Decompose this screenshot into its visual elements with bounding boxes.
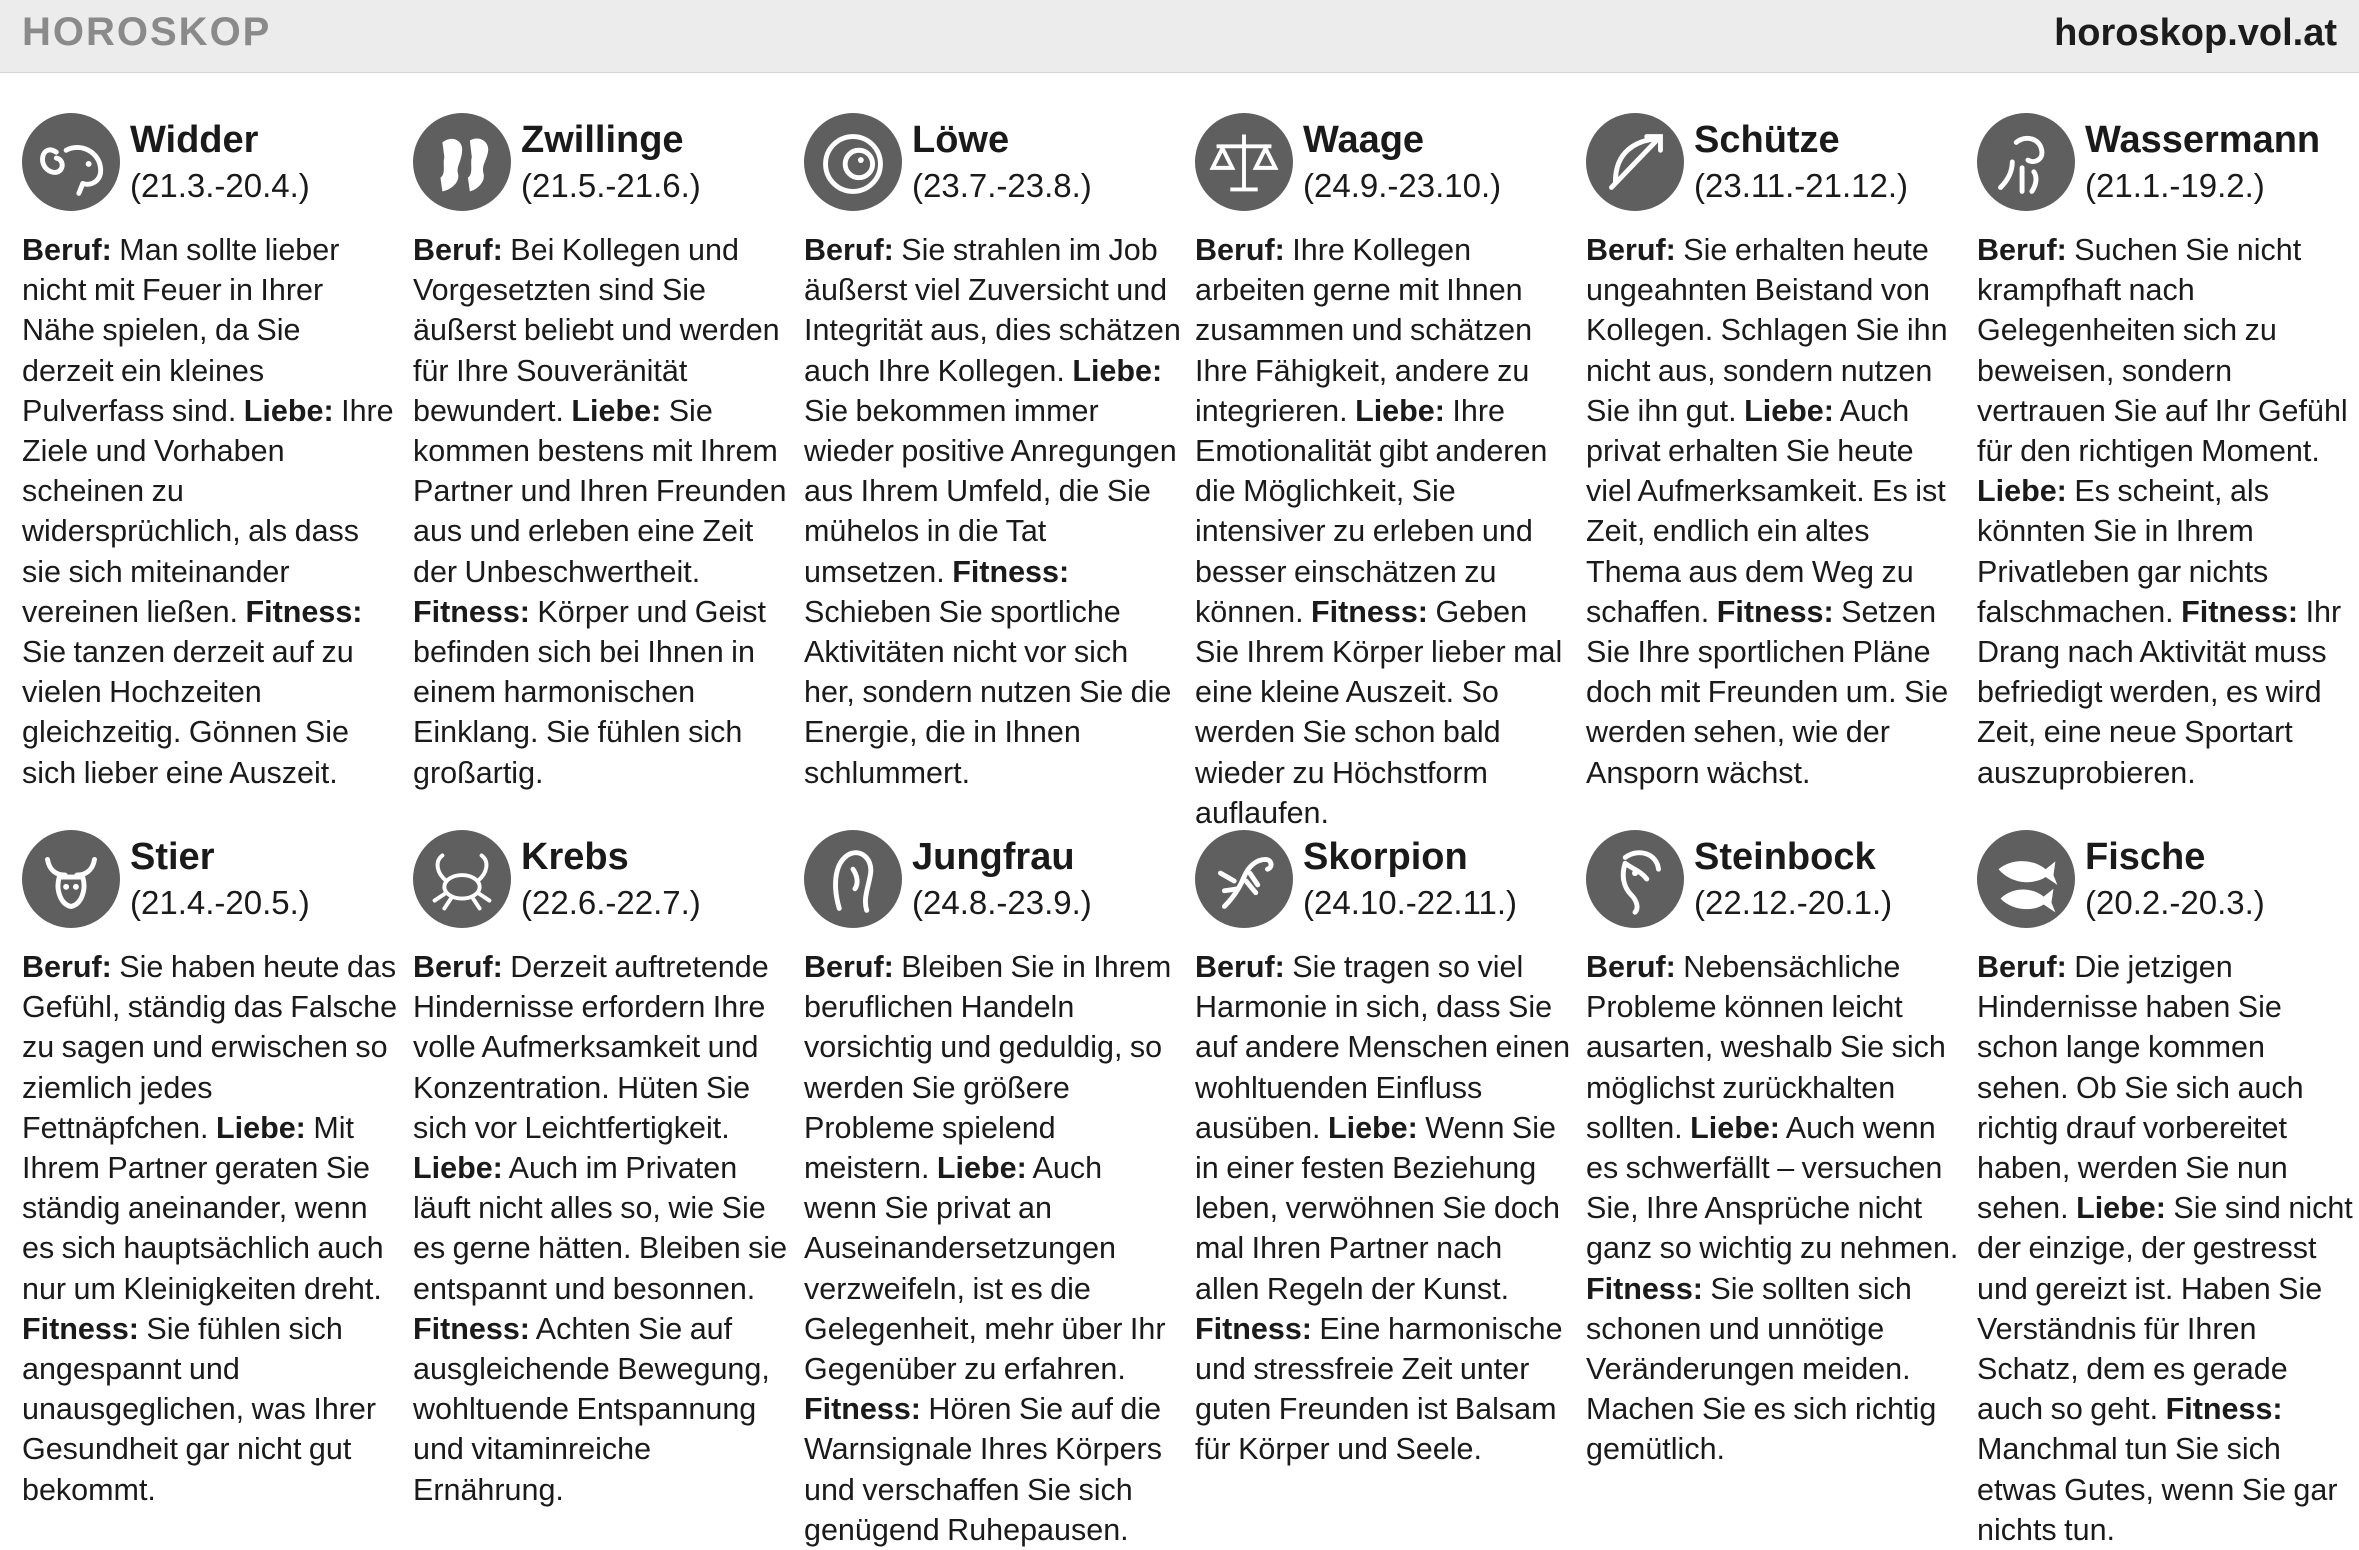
sign-widder [22, 105, 399, 822]
liebe-text: Ihre Emotionalität gibt anderen die Möglichkeit, Sie intensiver zu erleben und besser einschätzen zu können. [1195, 393, 1548, 629]
sign-dates: (21.3.-20.4.) [130, 167, 310, 204]
horoscope-grid [22, 105, 2353, 1547]
sign-name: Waage [1303, 119, 1425, 161]
label-beruf: Beruf: [1977, 233, 2067, 267]
sign-dates: (24.9.-23.10.) [1303, 167, 1502, 204]
sign-dates: (21.4.-20.5.) [130, 884, 310, 921]
label-fitness: Fitness: [2165, 1392, 2283, 1427]
sign-header [22, 105, 399, 220]
sign-header [1586, 105, 1963, 220]
sign-wassermann [1977, 105, 2354, 822]
label-beruf: Beruf: [804, 233, 894, 267]
label-liebe: Liebe: [2076, 1191, 2166, 1226]
beruf-text: Nebensächliche Probleme können leicht ausarten, weshalb Sie sich möglichst zurückhalten sollten. [1586, 950, 1946, 1145]
liebe-text: Es scheint, als könnten Sie in Ihrem Privatleben gar nichts falschmachen. [1977, 474, 2269, 629]
beruf-text: Man sollte lieber nicht mit Feuer in Ihrer Nähe spielen, da Sie derzeit ein kleines Pulverfass sind. [22, 233, 340, 428]
sign-name: Krebs [521, 836, 629, 878]
sign-text [1586, 230, 1963, 793]
sign-dates: (22.6.-22.7.) [521, 884, 701, 921]
sign-krebs [413, 822, 790, 1537]
label-beruf: Beruf: [1586, 950, 1676, 984]
label-liebe: Liebe: [216, 1110, 306, 1145]
liebe-text: Sie kommen bestens mit Ihrem Partner und Ihren Freunden aus und erleben eine Zeit der Unbeschwertheit. [413, 393, 787, 589]
sign-dates: (23.11.-21.12.) [1694, 167, 1909, 204]
liebe-text: Sie sind nicht der einzige, der gestresst und gereizt ist. Haben Sie Verständnis für Ihren Schatz, dem es gerade auch so geht. [1977, 1191, 2353, 1427]
sign-name: Fische [2085, 836, 2206, 878]
label-beruf: Beruf: [413, 233, 503, 267]
sign-text [413, 947, 790, 1510]
sign-dates: (24.10.-22.11.) [1303, 884, 1518, 921]
sign-text [804, 230, 1181, 793]
bull-icon [22, 830, 120, 928]
sign-name: Skorpion [1303, 836, 1468, 878]
fitness-text: Geben Sie Ihrem Körper lieber mal eine kleine Auszeit. So werden Sie schon bald wieder zu Höchstform auflaufen. [1195, 594, 1563, 830]
label-fitness: Fitness: [22, 1311, 139, 1346]
sign-dates: (21.5.-21.6.) [521, 167, 701, 204]
fitness-text: Sie sollten sich schonen und unnötige Veränderungen meiden. Machen Sie es sich richtig gemütlich. [1586, 1271, 1937, 1467]
goat-icon [1586, 830, 1684, 928]
fitness-text: Eine harmonische und stressfreie Zeit unter guten Freunden ist Balsam für Körper und Seele. [1195, 1311, 1563, 1467]
ram-icon [22, 113, 120, 211]
crab-icon [413, 830, 511, 928]
fitness-text: Achten Sie auf ausgleichende Bewegung, wohltuende Entspannung und vitaminreiche Ernährung. [413, 1311, 770, 1507]
label-liebe: Liebe: [1744, 393, 1834, 428]
label-liebe: Liebe: [243, 393, 334, 428]
beruf-text: Sie tragen so viel Harmonie in sich, dass Sie auf andere Menschen einen wohltuenden Einfluss ausüben. [1195, 950, 1571, 1145]
sign-header [413, 822, 790, 937]
sign-header [1977, 105, 2354, 220]
label-beruf: Beruf: [1586, 233, 1676, 267]
beruf-text: Bei Kollegen und Vorgesetzten sind Sie äußerst beliebt und werden für Ihre Souveränität bewundert. [413, 233, 780, 428]
sign-name: Stier [130, 836, 215, 878]
fitness-text: Schieben Sie sportliche Aktivitäten nicht vor sich her, sondern nutzen Sie die Energie, die in Ihnen schlummert. [804, 594, 1172, 790]
liebe-text: Ihre Ziele und Vorhaben scheinen zu widersprüchlich, als dass sie sich miteinander vereinen ließen. [22, 393, 394, 629]
fitness-text: Hören Sie auf die Warnsignale Ihres Körpers und verschaffen Sie sich genügend Ruhepausen. [804, 1392, 1162, 1547]
beruf-text: Ihre Kollegen arbeiten gerne mit Ihnen zusammen und schätzen Ihre Fähigkeit, andere zu integrieren. [1195, 233, 1533, 428]
sign-schuetze [1586, 105, 1963, 822]
sign-fische [1977, 822, 2354, 1547]
sign-text [413, 230, 790, 793]
label-liebe: Liebe: [1977, 474, 2067, 509]
sign-header [1586, 822, 1963, 937]
page-header [0, 0, 2359, 73]
label-fitness: Fitness: [413, 594, 530, 629]
fitness-text: Sie fühlen sich angespannt und unausgeglichen, was Ihrer Gesundheit gar nicht gut bekommt. [22, 1311, 377, 1507]
sign-jungfrau [804, 822, 1181, 1547]
sign-header [1977, 822, 2354, 937]
sign-text [1977, 947, 2354, 1550]
sign-header [804, 105, 1181, 220]
sign-header [1195, 822, 1572, 937]
sign-header [804, 822, 1181, 937]
label-fitness: Fitness: [1195, 1311, 1312, 1346]
label-fitness: Fitness: [245, 594, 363, 629]
sign-waage [1195, 105, 1572, 830]
liebe-text: Wenn Sie in einer festen Beziehung leben, verwöhnen Sie doch mal Ihren Partner nach allen Regeln der Kunst. [1195, 1110, 1560, 1306]
sign-dates: (22.12.-20.1.) [1694, 884, 1893, 921]
sign-dates: (20.2.-20.3.) [2085, 884, 2265, 921]
label-fitness: Fitness: [2181, 594, 2299, 629]
liebe-text: Sie bekommen immer wieder positive Anregungen aus Ihrem Umfeld, die Sie mühelos in die Tat umsetzen. [804, 393, 1177, 589]
twins-icon [413, 113, 511, 211]
sign-header [413, 105, 790, 220]
sign-dates: (21.1.-19.2.) [2085, 167, 2265, 204]
label-fitness: Fitness: [1716, 594, 1834, 629]
sign-name: Jungfrau [912, 836, 1075, 878]
sign-name: Steinbock [1694, 836, 1876, 878]
label-liebe: Liebe: [413, 1151, 503, 1186]
sign-loewe [804, 105, 1181, 822]
sign-dates: (23.7.-23.8.) [912, 167, 1092, 204]
beruf-text: Sie erhalten heute ungeahnten Beistand von Kollegen. Schlagen Sie ihn nicht aus, sondern nutzen Sie ihn gut. [1586, 233, 1948, 428]
liebe-text: Auch privat erhalten Sie heute viel Aufmerksamkeit. Es ist Zeit, endlich ein altes Thema aus dem Weg zu schaffen. [1586, 393, 1946, 629]
label-fitness: Fitness: [952, 554, 1070, 589]
sign-name: Löwe [912, 119, 1010, 161]
beruf-text: Sie strahlen im Job äußerst viel Zuversicht und Integrität aus, dies schätzen auch Ihre Kollegen. [804, 233, 1181, 388]
fitness-text: Ihr Drang nach Aktivität muss befriedigt werden, es wird Zeit, eine neue Sportart auszuprobieren. [1977, 594, 2342, 790]
label-fitness: Fitness: [413, 1311, 530, 1346]
sign-name: Widder [130, 119, 259, 161]
sign-text [22, 947, 399, 1510]
scales-icon [1195, 113, 1293, 211]
water-bearer-icon [1977, 113, 2075, 211]
fitness-text: Setzen Sie Ihre sportlichen Pläne doch mit Freunden um. Sie werden sehen, wie der Ansporn wächst. [1586, 594, 1949, 790]
sign-name: Wassermann [2085, 119, 2321, 161]
label-fitness: Fitness: [1586, 1271, 1703, 1306]
label-beruf: Beruf: [1195, 233, 1285, 267]
label-liebe: Liebe: [571, 393, 662, 428]
label-fitness: Fitness: [804, 1392, 921, 1427]
label-liebe: Liebe: [1072, 353, 1163, 388]
fitness-text: Körper und Geist befinden sich bei Ihnen in einem harmonischen Einklang. Sie fühlen sich großartig. [413, 594, 766, 790]
fitness-text: Manchmal tun Sie sich etwas Gutes, wenn Sie gar nichts tun. [1977, 1432, 2338, 1547]
sign-text [22, 230, 399, 793]
sign-text [1977, 230, 2354, 793]
label-beruf: Beruf: [804, 950, 894, 984]
sign-steinbock [1586, 822, 1963, 1537]
label-liebe: Liebe: [936, 1151, 1027, 1186]
lion-icon [804, 113, 902, 211]
label-liebe: Liebe: [1327, 1110, 1418, 1145]
section-title: HOROSKOP [22, 10, 272, 54]
beruf-text: Sie haben heute das Gefühl, ständig das Falsche zu sagen und erwischen so ziemlich jedes Fettnäpfchen. [22, 950, 398, 1145]
label-beruf: Beruf: [413, 950, 503, 984]
label-liebe: Liebe: [1690, 1110, 1780, 1145]
archer-icon [1586, 113, 1684, 211]
sign-text [804, 947, 1181, 1550]
sign-zwillinge [413, 105, 790, 822]
sign-text [1195, 947, 1572, 1470]
label-beruf: Beruf: [1977, 950, 2067, 984]
sign-header [1195, 105, 1572, 220]
liebe-text: Auch wenn Sie privat an Auseinandersetzungen verzweifeln, ist es die Gelegenheit, mehr über Ihr Gegenüber zu erfahren. [804, 1151, 1166, 1387]
liebe-text: Auch im Privaten läuft nicht alles so, wie Sie es gerne hätten. Bleiben sie entspannt und besonnen. [413, 1151, 788, 1306]
label-beruf: Beruf: [1195, 950, 1285, 984]
fitness-text: Sie tanzen derzeit auf zu vielen Hochzeiten gleichzeitig. Gönnen Sie sich lieber eine Auszeit. [22, 635, 354, 790]
beruf-text: Derzeit auftretende Hindernisse erfordern Ihre volle Aufmerksamkeit und Konzentration. Hüten Sie sich vor Leichtfertigkeit. [413, 950, 769, 1145]
scorpion-icon [1195, 830, 1293, 928]
beruf-text: Suchen Sie nicht krampfhaft nach Gelegenheiten sich zu beweisen, sondern vertrauen Sie auf Ihr Gefühl für den richtigen Moment. [1977, 233, 2348, 469]
sign-dates: (24.8.-23.9.) [912, 884, 1092, 921]
sign-text [1195, 230, 1572, 833]
sign-name: Schütze [1694, 119, 1840, 161]
sign-stier [22, 822, 399, 1537]
liebe-text: Auch wenn es schwerfällt – versuchen Sie, Ihre Ansprüche nicht ganz so wichtig zu nehmen. [1586, 1110, 1959, 1266]
sign-skorpion [1195, 822, 1572, 1537]
label-fitness: Fitness: [1311, 594, 1428, 629]
sign-name: Zwillinge [521, 119, 684, 161]
label-beruf: Beruf: [22, 950, 112, 984]
sign-header [22, 822, 399, 937]
beruf-text: Bleiben Sie in Ihrem beruflichen Handeln vorsichtig und geduldig, so werden Sie größere Probleme spielend meistern. [804, 950, 1172, 1186]
virgin-icon [804, 830, 902, 928]
label-beruf: Beruf: [22, 233, 112, 267]
site-url[interactable]: horoskop.vol.at [2054, 12, 2337, 54]
beruf-text: Die jetzigen Hindernisse haben Sie schon lange kommen sehen. Ob Sie sich auch richtig drauf vorbereitet haben, werden Sie nun sehen. [1977, 950, 2304, 1226]
label-liebe: Liebe: [1355, 393, 1445, 428]
liebe-text: Mit Ihrem Partner geraten Sie ständig aneinander, wenn es sich hauptsächlich auch nur um Kleinigkeiten dreht. [22, 1110, 384, 1306]
sign-text [1586, 947, 1963, 1470]
fish-icon [1977, 830, 2075, 928]
